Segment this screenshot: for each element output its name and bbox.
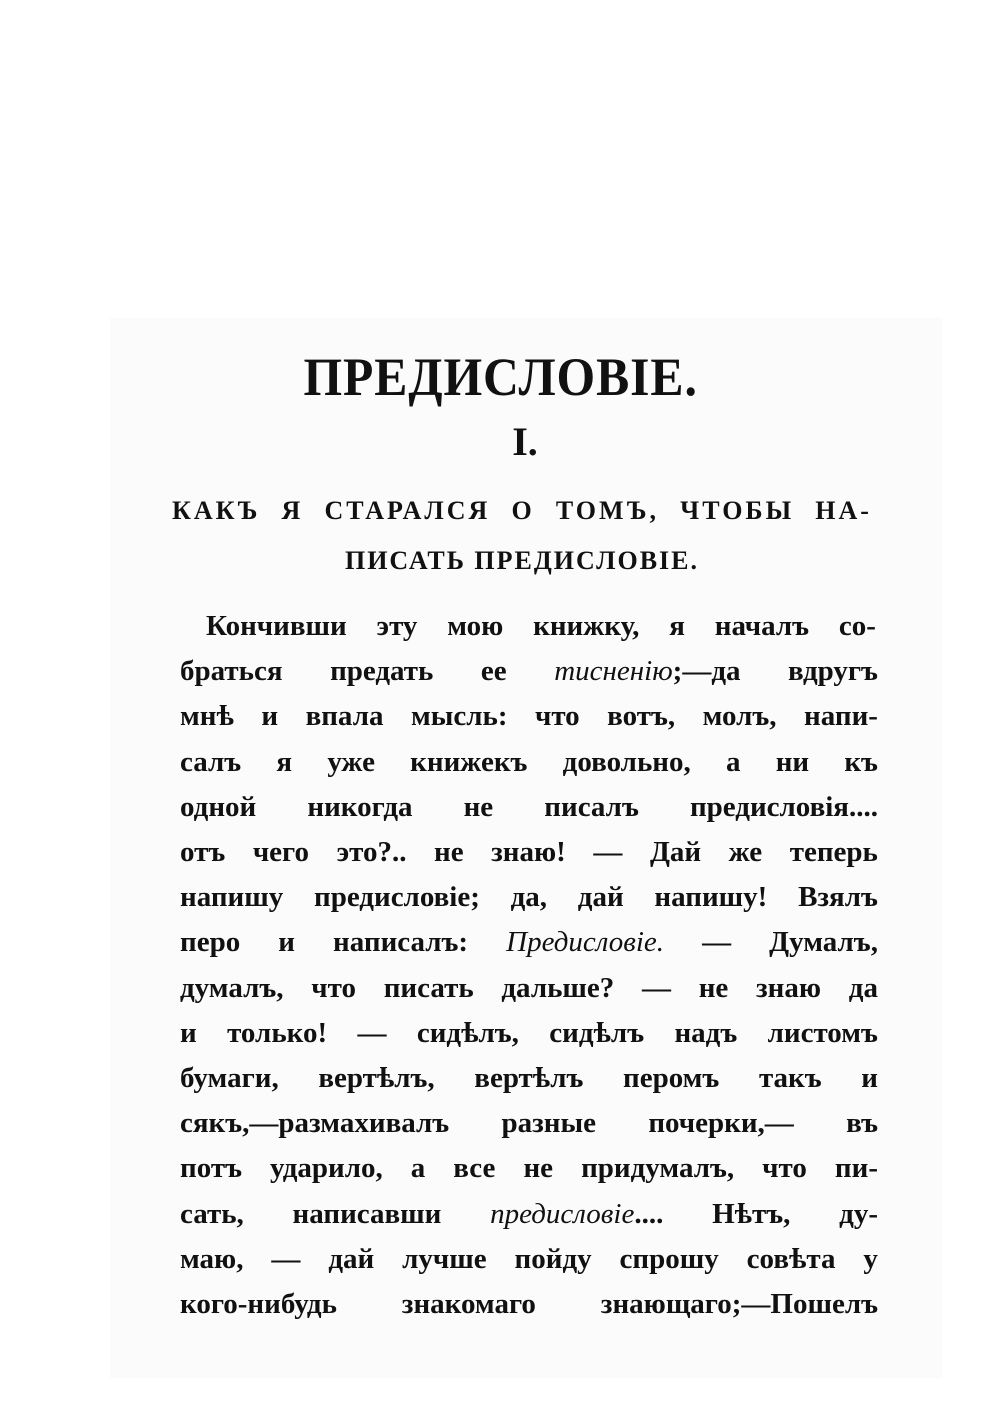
word: — [271, 1243, 301, 1275]
word: пи- [834, 1152, 878, 1184]
word: дай [577, 881, 624, 913]
word: дальше? [501, 972, 615, 1004]
text-line [180, 787, 878, 827]
heading-word: КАКЪ [172, 496, 261, 525]
word: Дай [649, 836, 702, 868]
word: вотъ, [607, 700, 676, 732]
word: писать [383, 972, 474, 1004]
word: написавши [292, 1198, 442, 1230]
word [554, 651, 740, 691]
text-line [180, 1194, 878, 1234]
word: пойду [514, 1243, 592, 1275]
word: ду- [839, 1198, 878, 1230]
word: впала [305, 700, 384, 732]
text-line [180, 1284, 878, 1324]
text-line [180, 1103, 878, 1143]
word: теперь [789, 836, 878, 868]
word: кого-нибудь [180, 1288, 337, 1320]
text-line [180, 877, 878, 917]
word: только! [227, 1017, 328, 1049]
word: не [523, 1152, 554, 1184]
word: лучше [402, 1243, 487, 1275]
word: ни [775, 746, 810, 778]
word: — [357, 1017, 387, 1049]
word: знаю! [491, 836, 566, 868]
word: думалъ, [180, 972, 284, 1004]
word: книжку, [533, 610, 640, 642]
word: дай [328, 1243, 375, 1275]
word: Думалъ, [769, 926, 878, 958]
text-line [180, 922, 878, 962]
word: вдругъ [788, 655, 878, 687]
heading-word: ТОМЪ, [555, 496, 659, 525]
word: сидѣлъ [549, 1017, 645, 1049]
word: сать, [180, 1198, 244, 1230]
word: предать [330, 655, 434, 687]
word: придумалъ, [581, 1152, 735, 1184]
word: знаю [756, 972, 822, 1004]
word: вертѣлъ [474, 1062, 584, 1094]
word: и [180, 1017, 197, 1049]
text-line [180, 1013, 878, 1053]
word: знающаго;—Пошелъ [600, 1288, 878, 1320]
word: мою [447, 610, 504, 642]
word: знакомаго [401, 1288, 536, 1320]
text-line [180, 1239, 878, 1279]
word: маю, [180, 1243, 244, 1275]
word: у [863, 1243, 878, 1275]
word: и [861, 1062, 878, 1094]
word: все [453, 1152, 496, 1184]
word: ударило, [270, 1152, 383, 1184]
word: — [593, 836, 623, 868]
word: Нѣтъ, [712, 1198, 791, 1230]
word: а [410, 1152, 426, 1184]
word: въ [846, 1107, 878, 1139]
italic-fragment: предисловіе [490, 1198, 635, 1230]
word: чего [252, 836, 310, 868]
word: отъ [180, 836, 226, 868]
word: довольно, [562, 746, 691, 778]
word: мысль: [410, 700, 508, 732]
word: уже [327, 746, 375, 778]
word: не [698, 972, 729, 1004]
text-line [180, 1058, 878, 1098]
page-title: ПРЕДИСЛОВІЕ. [303, 347, 698, 407]
word: совѣта [746, 1243, 836, 1275]
word: вертѣлъ, [318, 1062, 435, 1094]
word: началъ [714, 610, 810, 642]
word: писалъ [544, 791, 639, 823]
word: такъ [758, 1062, 822, 1094]
heading-word: СТАРАЛСЯ [324, 496, 491, 525]
word: что [311, 972, 356, 1004]
word: напишу! [654, 881, 768, 913]
word: перомъ [623, 1062, 720, 1094]
heading-word: Я [281, 496, 304, 525]
word: что [534, 700, 580, 732]
word: что [762, 1152, 807, 1184]
word: сидѣлъ, [416, 1017, 519, 1049]
text-line [206, 606, 876, 646]
word: предисловія.... [689, 791, 878, 823]
word: къ [844, 746, 878, 778]
word [490, 1194, 663, 1234]
text-line [180, 832, 878, 872]
word: листомъ [767, 1017, 878, 1049]
word: и [278, 926, 295, 958]
word: — [702, 926, 732, 958]
word: предисловіе; [313, 881, 480, 913]
word: не [463, 791, 494, 823]
word: со- [838, 610, 876, 642]
word: перо [180, 926, 241, 958]
word: я [276, 746, 293, 778]
word: напи- [804, 700, 878, 732]
chapter-heading-line-1 [172, 496, 872, 526]
word: салъ [180, 746, 242, 778]
word: книжекъ [410, 746, 528, 778]
word: да, [510, 881, 548, 913]
word: эту [376, 610, 418, 642]
word: молъ, [702, 700, 777, 732]
word: Взялъ [798, 881, 878, 913]
italic-fragment: тисненію [554, 655, 673, 687]
word: бумаги, [180, 1062, 279, 1094]
word-remainder: .... [634, 1198, 664, 1230]
heading-word: ЧТОБЫ [680, 496, 795, 525]
word: сякъ,—размахивалъ [180, 1107, 450, 1139]
word-remainder: ;—да [672, 655, 741, 687]
text-line [180, 742, 878, 782]
word: и [261, 700, 279, 732]
word: почерки,— [648, 1107, 794, 1139]
word: разные [501, 1107, 596, 1139]
word: — [642, 972, 671, 1004]
word: потъ [180, 1152, 242, 1184]
word: а [725, 746, 741, 778]
word: же [728, 836, 763, 868]
word: да [848, 972, 878, 1004]
word: надъ [674, 1017, 738, 1049]
word: я [669, 610, 685, 642]
heading-word: О [511, 496, 535, 525]
word: написалъ: [333, 926, 469, 958]
word: ее [480, 655, 507, 687]
word: не [434, 836, 464, 868]
word: напишу [180, 881, 284, 913]
heading-word: НА- [815, 496, 872, 525]
word: одной [180, 791, 257, 823]
word: никогда [307, 791, 413, 823]
text-line [180, 651, 878, 691]
text-line [180, 1148, 878, 1188]
word: Предисловіе. [506, 926, 665, 958]
word: Кончивши [206, 610, 347, 642]
word: браться [180, 655, 283, 687]
word: спрошу [619, 1243, 719, 1275]
chapter-heading-line-2: ПИСАТЬ ПРЕДИСЛОВІЕ. [344, 546, 700, 575]
text-line [180, 968, 878, 1008]
word: это?.. [336, 836, 407, 868]
section-number: I. [512, 419, 538, 464]
text-line [180, 696, 878, 736]
word: мнѣ [180, 700, 234, 732]
